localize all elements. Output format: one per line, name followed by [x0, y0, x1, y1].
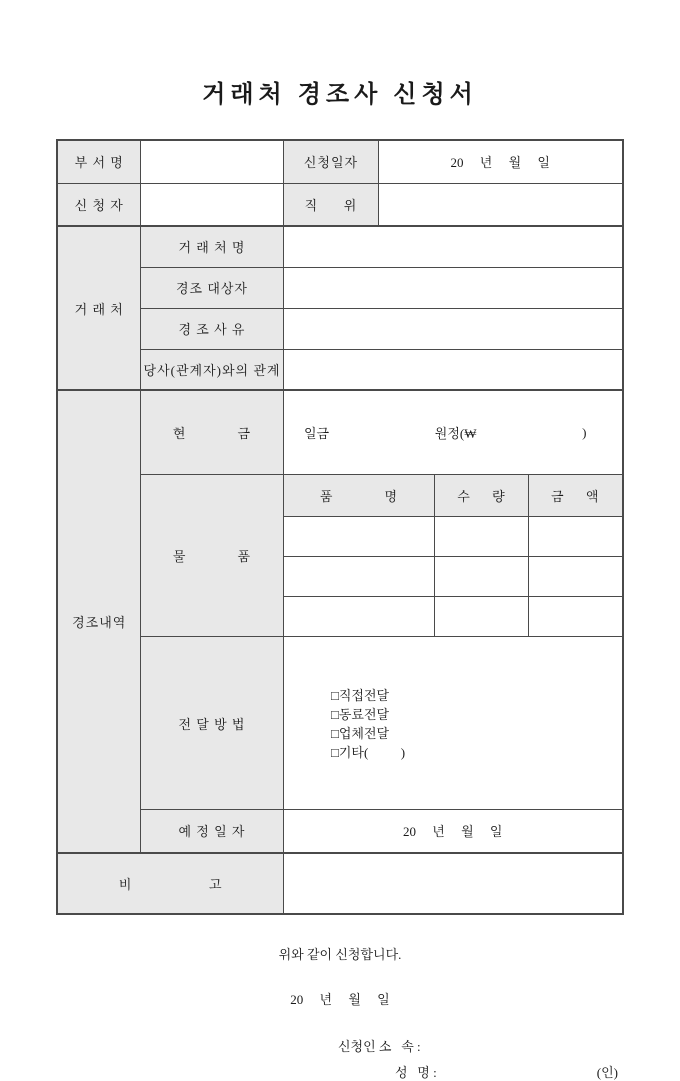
client-name-label: 거 래 처 명 [140, 226, 283, 267]
checkbox-icon: □ [330, 688, 339, 703]
row-client-name [57, 226, 622, 267]
apply-date-input[interactable]: 20 년 월 일 [378, 140, 622, 183]
row-cash [57, 390, 622, 475]
delivery-method-label: 전 달 방 법 [140, 637, 283, 810]
row-client-target [57, 267, 622, 308]
row-remarks [57, 853, 622, 914]
row-delivery-method [57, 637, 622, 810]
seal-label: (인) [596, 1064, 618, 1080]
goods-col-item-name: 품 명 [283, 475, 434, 517]
row-scheduled-date [57, 810, 622, 853]
dept-name-input[interactable] [140, 140, 283, 183]
goods-item-name-input[interactable] [283, 517, 434, 557]
client-group-label: 거 래 처 [57, 226, 140, 390]
checkbox-delivery-other[interactable] [331, 745, 405, 760]
row-department [57, 140, 622, 183]
row-goods-header [57, 475, 622, 517]
goods-col-amount: 금 액 [528, 475, 622, 517]
dept-name-label: 부 서 명 [57, 140, 140, 183]
applicant-affiliation-line: 신청인 소 속 : [338, 1038, 421, 1054]
goods-quantity-input[interactable] [434, 517, 528, 557]
client-name-input[interactable] [283, 226, 622, 267]
signature-date: 20 년 월 일 [290, 991, 390, 1007]
cash-prefix-label: 일금 [303, 426, 330, 441]
cash-currency-label: 원정(₩ [434, 426, 477, 441]
goods-item-name-input[interactable] [283, 597, 434, 637]
position-input[interactable] [378, 183, 622, 226]
delivery-method-options [283, 637, 622, 810]
goods-col-quantity: 수 량 [434, 475, 528, 517]
goods-quantity-input[interactable] [434, 597, 528, 637]
cash-input[interactable] [283, 390, 622, 475]
goods-amount-input[interactable] [528, 517, 622, 557]
checkbox-option-label: 업체전달 [338, 726, 390, 741]
event-target-input[interactable] [283, 267, 622, 308]
details-group-label: 경조내역 [57, 390, 140, 853]
row-client-relation [57, 349, 622, 390]
checkbox-icon: □ [330, 726, 339, 741]
remarks-label: 비 고 [57, 853, 283, 914]
event-target-label: 경조 대상자 [140, 267, 283, 308]
applicant-signature-block [338, 1036, 618, 1081]
applicant-label: 신 청 자 [57, 183, 140, 226]
checkbox-delivery-direct[interactable] [331, 688, 389, 703]
applicant-input[interactable] [140, 183, 283, 226]
row-client-reason [57, 308, 622, 349]
goods-label: 물 품 [140, 475, 283, 637]
checkbox-icon: □ [330, 745, 339, 760]
cash-label: 현 금 [140, 390, 283, 475]
closing-statement: 위와 같이 신청합니다. [278, 946, 402, 962]
event-reason-label: 경 조 사 유 [140, 308, 283, 349]
checkbox-delivery-colleague[interactable] [331, 707, 389, 722]
checkbox-option-label: 동료전달 [338, 707, 390, 722]
goods-quantity-input[interactable] [434, 557, 528, 597]
applicant-name-line [338, 1062, 618, 1081]
goods-amount-input[interactable] [528, 557, 622, 597]
form-title: 거래처 경조사 신청서 [202, 82, 478, 108]
apply-date-label: 신청일자 [283, 140, 378, 183]
event-reason-input[interactable] [283, 308, 622, 349]
scheduled-date-input[interactable]: 20 년 월 일 [283, 810, 622, 853]
relation-input[interactable] [283, 349, 622, 390]
application-form-table [56, 139, 623, 915]
goods-item-name-input[interactable] [283, 557, 434, 597]
goods-amount-input[interactable] [528, 597, 622, 637]
scheduled-date-label: 예 정 일 자 [140, 810, 283, 853]
row-applicant [57, 183, 622, 226]
cash-close-paren: ) [582, 424, 587, 440]
position-label: 직 위 [283, 183, 378, 226]
checkbox-option-label: 기타( ) [338, 745, 406, 760]
remarks-input[interactable] [283, 853, 622, 914]
applicant-name-label: 성 명 : [395, 1064, 437, 1080]
relation-label: 당사(관계자)와의 관계 [140, 349, 283, 390]
checkbox-icon: □ [330, 707, 339, 722]
checkbox-delivery-vendor[interactable] [331, 726, 389, 741]
checkbox-option-label: 직접전달 [338, 688, 390, 703]
